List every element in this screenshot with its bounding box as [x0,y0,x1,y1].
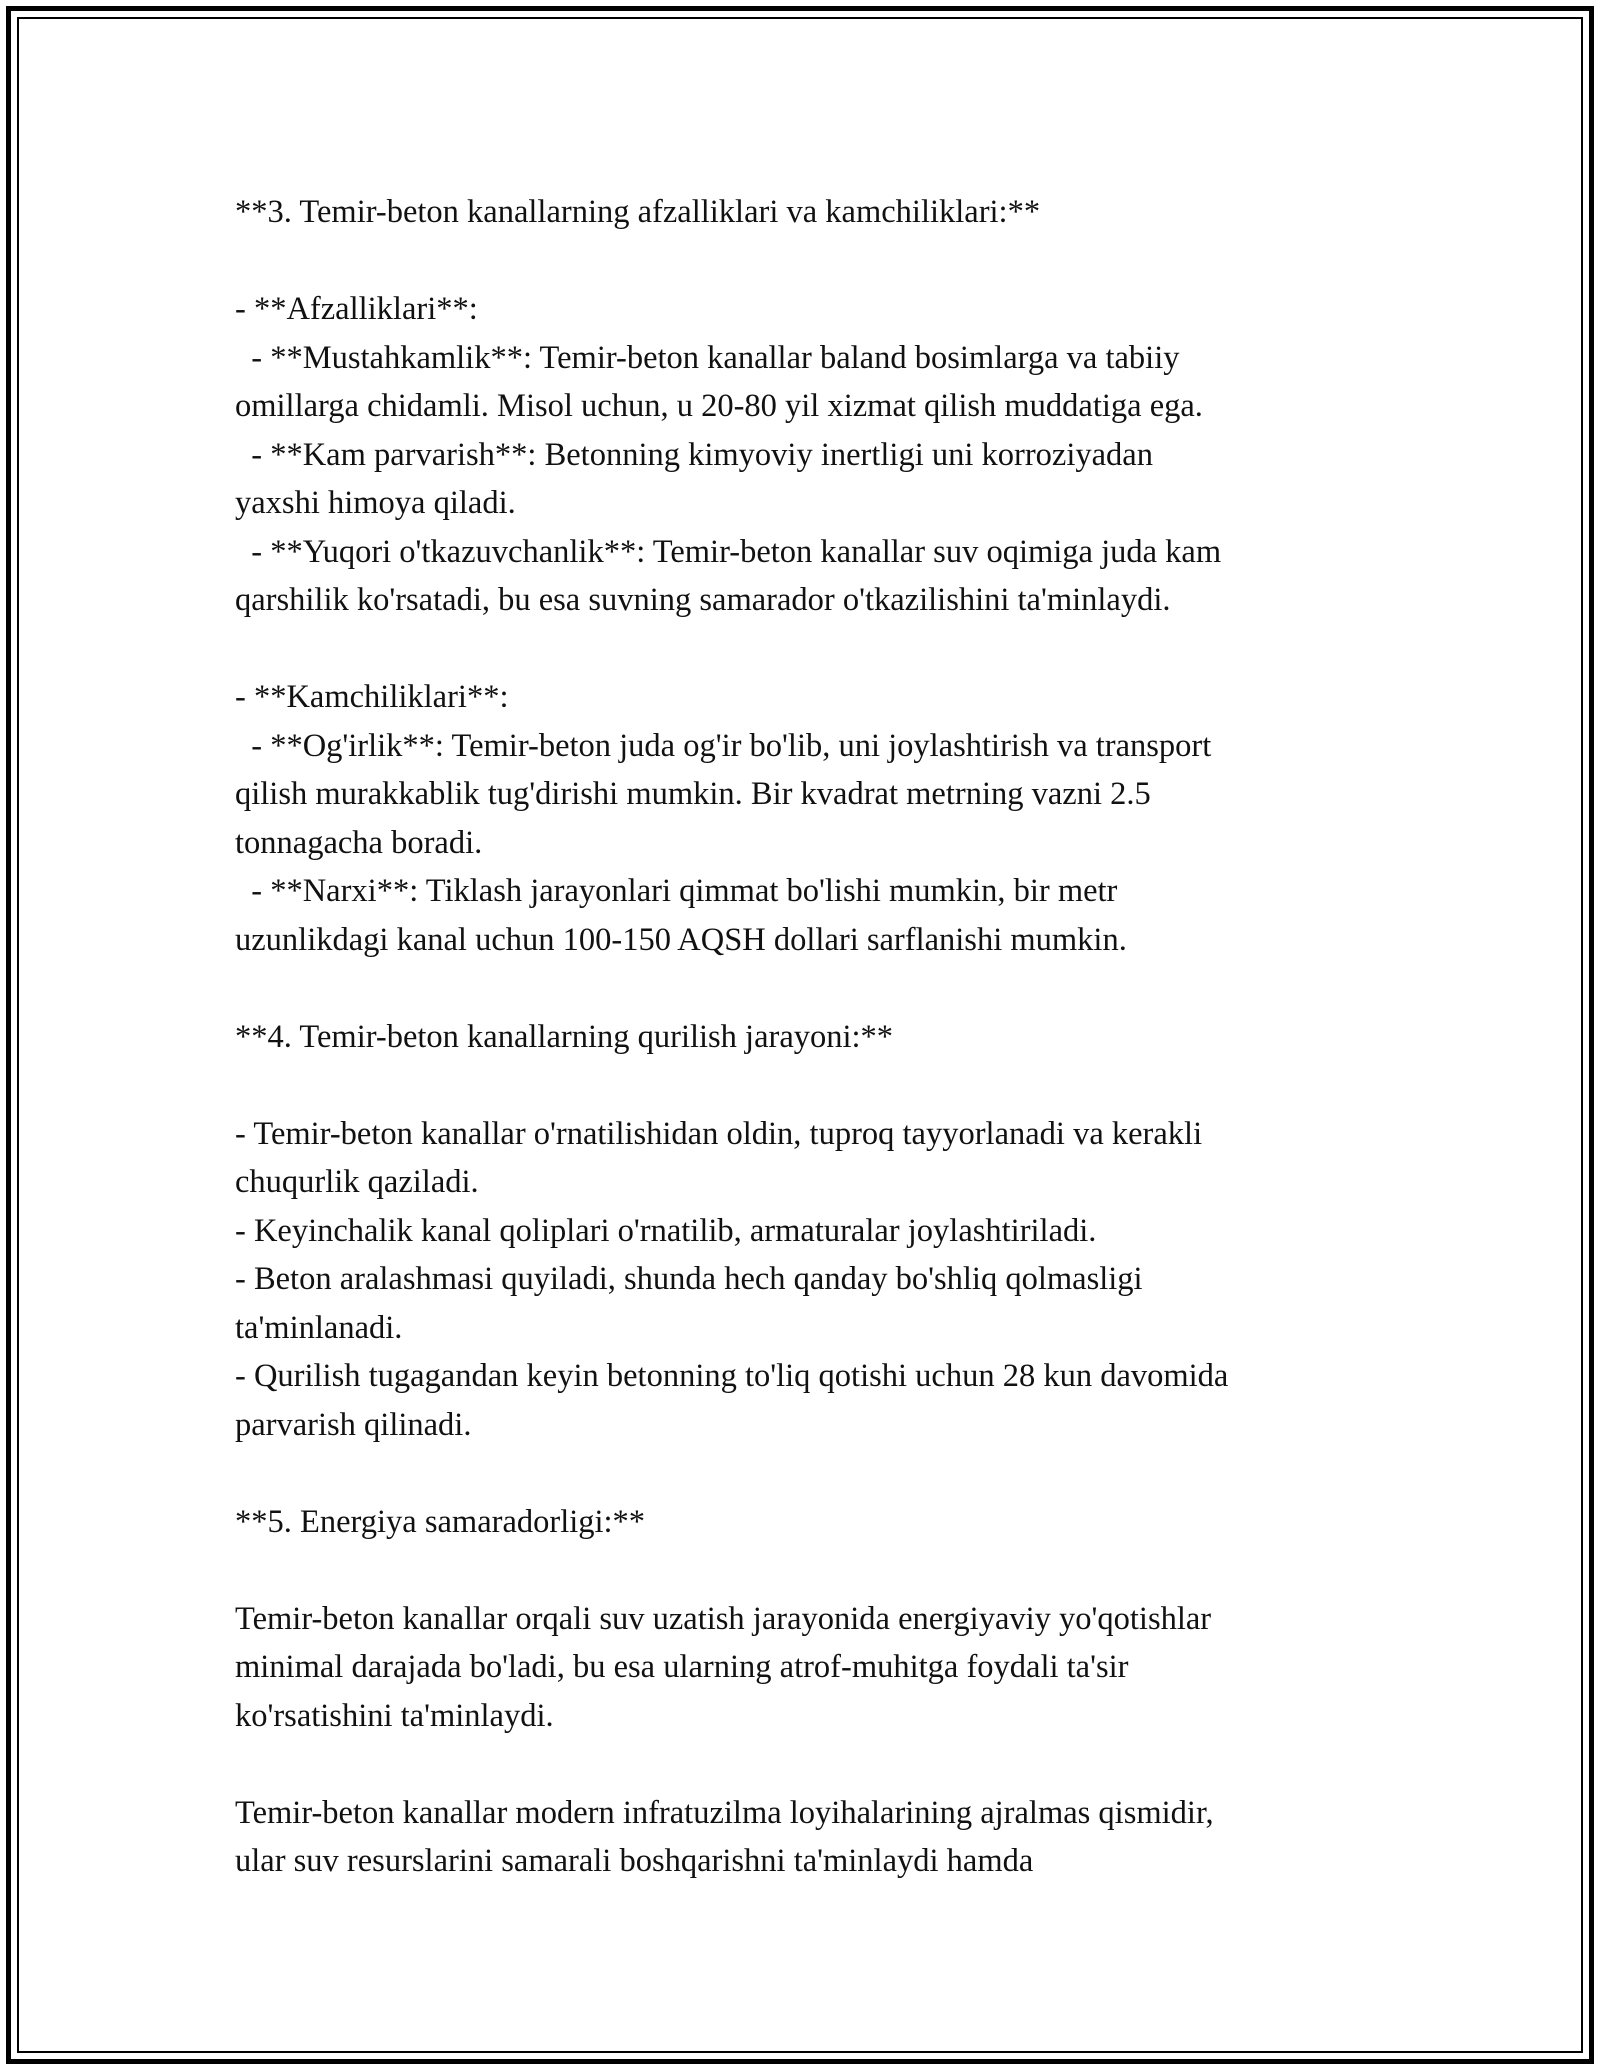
blank-line [235,1061,1365,1110]
blank-line [235,1449,1365,1498]
text-line: - Temir-beton kanallar o'rnatilishidan oldin, tuproq tayyorlanadi va kerakli [235,1115,1203,1152]
blank-line [235,625,1365,674]
disadvantages-heading: - **Kamchiliklari**: [235,679,509,715]
text-line: minimal darajada bo'ladi, bu esa ularning atrof-muhitga foydali ta'sir [235,1649,1129,1685]
text-line: parvarish qilinadi. [235,1406,472,1443]
text-line: - **Kam parvarish**: Betonning kimyoviy inertligi uni korroziyadan [235,436,1153,473]
section-4-heading: **4. Temir-beton kanallarning qurilish jarayoni:** [235,1018,894,1055]
blank-line [235,964,1365,1013]
text-line: ko'rsatishini ta'minlaydi. [235,1697,554,1734]
text-line: - Beton aralashmasi quyiladi, shunda hech qanday bo'shliq qolmasligi [235,1261,1143,1297]
advantages-heading: - **Afzalliklari**: [235,291,478,327]
section-5-heading: **5. Energiya samaradorligi:** [235,1503,646,1540]
document-body [235,188,1365,1886]
section-3-heading: **3. Temir-beton kanallarning afzalliklari va kamchiliklari:** [235,194,1041,230]
text-line: omillarga chidamli. Misol uchun, u 20-80 yil xizmat qilish muddatiga ega. [235,388,1203,424]
text-line: - **Narxi**: Tiklash jarayonlari qimmat bo'lishi mumkin, bir metr [235,873,1118,909]
text-line: Temir-beton kanallar orqali suv uzatish jarayonida energiyaviy yo'qotishlar [235,1600,1212,1637]
text-line: - Keyinchalik kanal qoliplari o'rnatilib, armaturalar joylashtiriladi. [235,1212,1097,1249]
text-line: chuqurlik qaziladi. [235,1164,479,1200]
text-line: - **Yuqori o'tkazuvchanlik**: Temir-beton kanallar suv oqimiga juda kam [235,533,1222,570]
text-line: qilish murakkablik tug'dirishi mumkin. Bir kvadrat metrning vazni 2.5 [235,776,1151,812]
text-line: - Qurilish tugagandan keyin betonning to'liq qotishi uchun 28 kun davomida [235,1358,1229,1394]
text-line: Temir-beton kanallar modern infratuzilma loyihalarining ajralmas qismidir, [235,1794,1214,1831]
text-line: tonnagacha boradi. [235,824,483,861]
text-line: ular suv resurslarini samarali boshqarishni ta'minlaydi hamda [235,1843,1034,1879]
text-line: - **Og'irlik**: Temir-beton juda og'ir bo'lib, uni joylashtirish va transport [235,727,1212,764]
text-line: ta'minlanadi. [235,1309,403,1346]
blank-line [235,1740,1365,1789]
text-line: yaxshi himoya qiladi. [235,485,516,521]
text-line: qarshilik ko'rsatadi, bu esa suvning samarador o'tkazilishini ta'minlaydi. [235,582,1171,618]
blank-line [235,1546,1365,1595]
blank-line [235,237,1365,286]
text-line: uzunlikdagi kanal uchun 100-150 AQSH dollari sarflanishi mumkin. [235,921,1127,958]
text-line: - **Mustahkamlik**: Temir-beton kanallar baland bosimlarga va tabiiy [235,339,1180,376]
